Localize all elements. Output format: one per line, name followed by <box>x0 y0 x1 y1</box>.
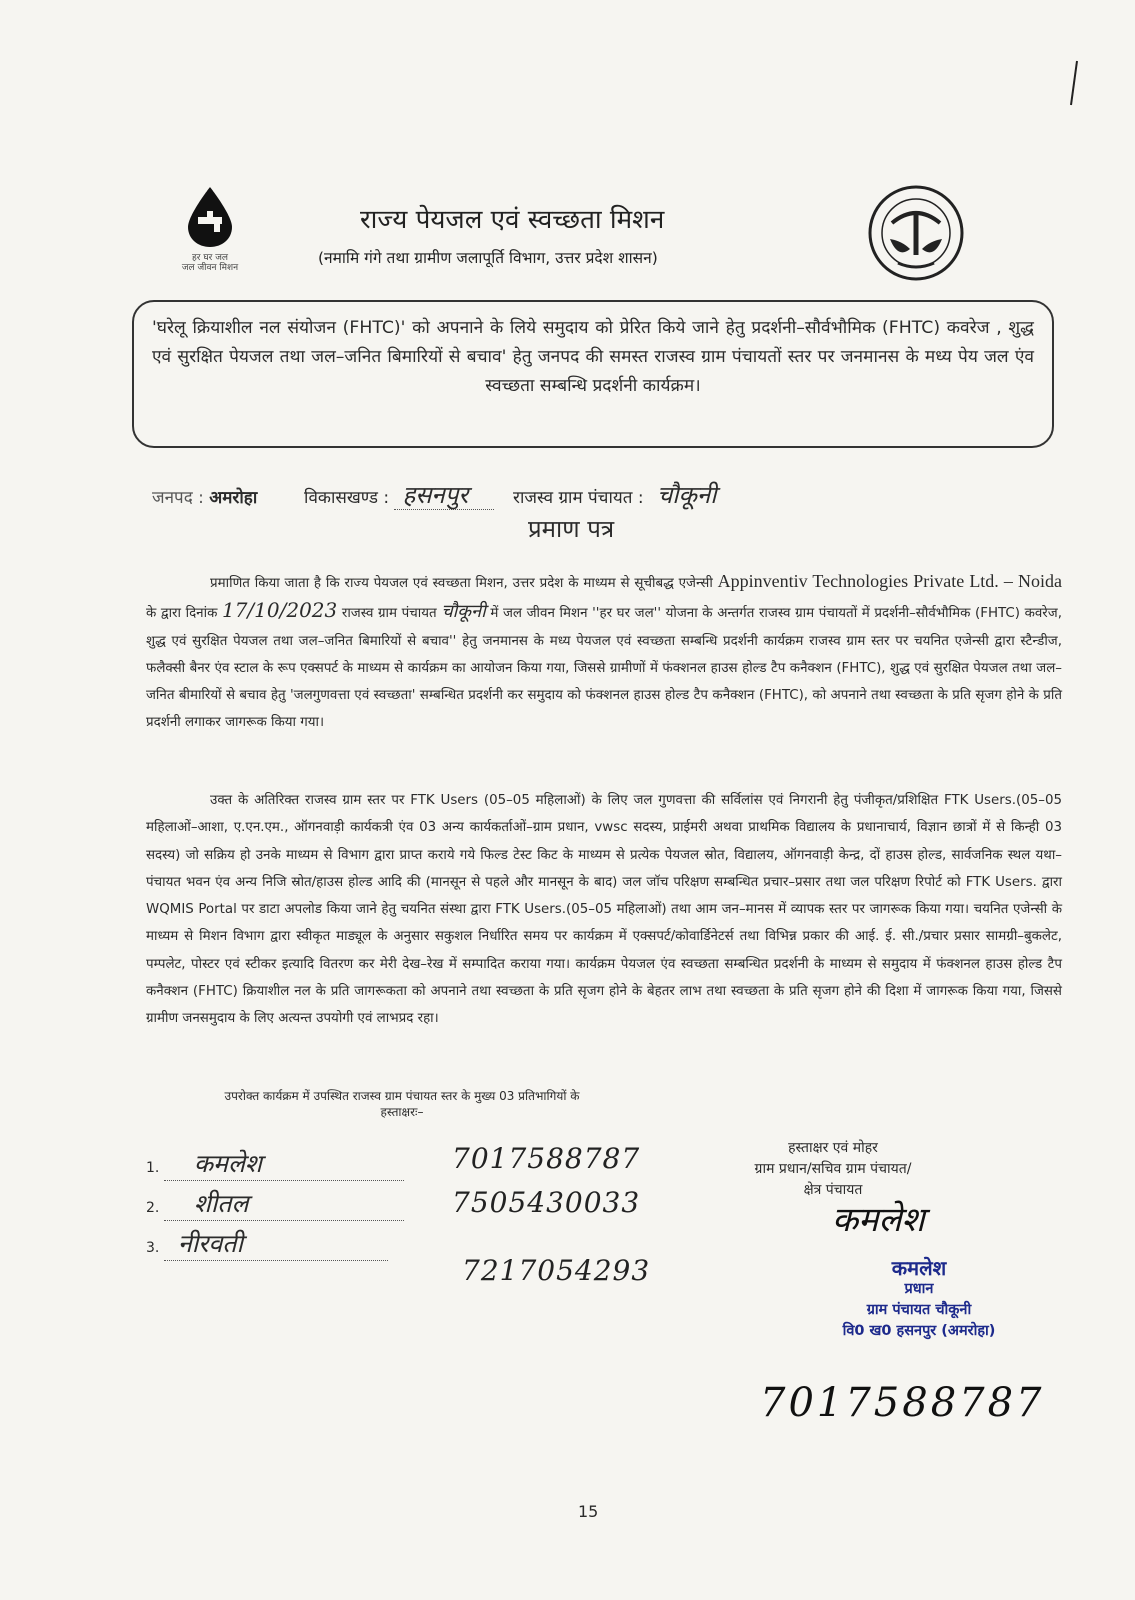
stamp-post: प्रधान <box>904 1281 934 1297</box>
participant-phone: 7505430033 <box>452 1186 641 1219</box>
har-ghar-jal-logo <box>160 185 260 273</box>
participant-signature: कमलेश <box>164 1146 404 1181</box>
participant-signature-row <box>146 1186 404 1221</box>
participant-phone: 7217054293 <box>462 1254 651 1287</box>
authority-line1: हस्ताक्षर एवं मोहर <box>788 1140 878 1156</box>
signatures-caption-line2: हस्ताक्षरः– <box>380 1105 424 1119</box>
authority-line3: क्षेत्र पंचायत <box>803 1182 863 1198</box>
para1-part-c: राजस्व ग्राम पंचायत <box>337 606 442 622</box>
stamp-block: वि0 ख0 हसनपुर (अमरोहा) <box>842 1323 996 1339</box>
panchayat-label: राजस्व ग्राम पंचायत : <box>513 488 644 508</box>
signatures-caption-line1: उपरोक्त कार्यक्रम में उपस्थित राजस्व ग्राम पंचायत स्तर के मुख्य 03 प्रतिभागियों के <box>224 1089 580 1103</box>
authority-caption <box>718 1138 948 1201</box>
participant-signature: नीरवती <box>164 1226 388 1261</box>
agency-name: Appinventiv Technologies Private Ltd. – Noida <box>717 571 1062 591</box>
participant-signature-row <box>146 1226 388 1261</box>
official-stamp <box>784 1258 1054 1342</box>
certificate-title: प्रमाण पत्र <box>528 515 615 543</box>
authority-line2: ग्राम प्रधान/सचिव ग्राम पंचायत/ <box>754 1161 912 1177</box>
program-village: चौकूनी <box>441 601 486 623</box>
stamp-village: ग्राम पंचायत चौकूनी <box>866 1302 972 1318</box>
district-label: जनपद : <box>152 488 204 508</box>
signatures-caption <box>152 1088 652 1120</box>
header-subtitle: (नमामि गंगे तथा ग्रामीण जलापूर्ति विभाग, उत्तर प्रदेश शासन) <box>318 249 658 267</box>
water-drop-tap-icon <box>180 185 240 249</box>
paragraph-1 <box>146 568 1062 737</box>
logo-caption: हर घर जल जल जीवन मिशन <box>181 253 239 273</box>
participant-signature: शीतल <box>164 1186 404 1221</box>
program-date: 17/10/2023 <box>221 598 338 623</box>
up-government-emblem-icon <box>862 183 970 283</box>
page-number: 15 <box>578 1502 599 1521</box>
location-line <box>152 478 716 511</box>
pen-mark-stroke <box>1070 60 1078 106</box>
participant-number: 1. <box>146 1160 160 1176</box>
participant-signature-row <box>146 1146 404 1181</box>
pradhan-signature: कमलेश <box>832 1200 925 1240</box>
participant-number: 2. <box>146 1200 160 1216</box>
program-description: 'घरेलू क्रियाशील नल संयोजन (FHTC)' को अपनाने के लिये समुदाय को प्रेरित किये जाने हेतु प्रदर्शनी–सौर्वभौमिक (FHTC) कवरेज , शुद्ध एवं सुरक्षित पेयजल तथा जल–जनित बिमारियों से बचाव' हेतु जनपद की समस्त राजस्व ग्राम पंचायतों स्तर पर जनमानस के मध्य पेय जल एंव स्वच्छता सम्बन्धि प्रदर्शनी कार्यक्रम। <box>152 318 1034 396</box>
paragraph-2: उक्त के अतिरिक्त राजस्व ग्राम स्तर पर FTK Users (05–05 महिलाओं) के लिए जल गुणवत्ता की सर्विलांस एवं निगरानी हेतु पंजीकृत/प्रशिक्षित FTK Users.(05–05 महिलाओं–आशा, ए.एन.एम., ऑगनवाड़ी कार्यकत्री एंव 03 अन्य कार्यकर्ताओं–ग्राम प्रधान, vwsc सदस्य, प्राईमरी अथवा प्राथमिक विद्यालय के प्रधानाचार्य, विज्ञान छात्रों में से किन्ही 03 सदस्य) जो सक्रिय हो उनके माध्यम से विभाग द्वारा प्राप्त कराये गये फिल्ड टेस्ट किट के माध्यम से प्रत्येक पेयजल स्रोत, विद्यालय, ऑगनवाड़ी केन्द्र, दों हाउस होल्ड, सार्वजनिक स्थल यथा–पंचायत भवन एंव अन्य निजि स्रोत/हाउस होल्ड आदि की (मानसून से पहले और मानसून के बाद) जल जॉच परिक्षण सम्बन्धित प्रचार–प्रसार तथा जल परिक्षण रिपोर्ट को FTK Users. द्वारा WQMIS Portal पर डाटा अपलोड किया जाने हेतु चयनित संस्था द्वारा FTK Users.(05–05 महिलाओं) तथा आम जन–मानस में व्यापक स्तर पर जागरूक किया गया। चयनित एजेन्सी के माध्यम से मिशन विभाग द्वारा स्वीकृत माड्यूल के अनुसार सकुशल निर्धारित समय पर कार्यक्रम में एक्सपर्ट/कोवार्डिनेटर्स तथा विभिन्न प्रकार की आई. ई. सी./प्रचार प्रसार सामग्री–बुकलेट, पम्पलेट, पोस्टर एवं स्टीकर इत्यादि वितरण कर मेरी देख–रेख में सम्पादित कराया गया। कार्यक्रम पेयजल एंव स्वच्छता सम्बन्धित प्रदर्शनी के माध्यम से समुदाय में फंक्शनल हाउस होल्ड टैप कनैक्शन (FHTC) क्रियाशील नल के प्रति जागरूकता को अपनाने तथा स्वच्छता के प्रति सृजग होने के बेहतर लाभ तथा स्वच्छता के प्रति सृजग होने की दिशा में जागरूक किया गया, जिससे ग्रामीण जनसमुदाय के लिए अत्यन्त उपयोगी एवं लाभप्रद रहा। <box>146 793 1062 1027</box>
para1-part-d: में जल जीवन मिशन ''हर घर जल'' योजना के अन्तर्गत राजस्व ग्राम पंचायतों में प्रदर्शनी–सौर्वभौमिक (FHTC) कवरेज, शुद्ध एवं सुरक्षित पेयजल तथा जल–जनित बिमारियों से बचाव'' हेतु जनमानस के मध्य पेयजल एवं स्वच्छता सम्बन्धि प्रदर्शनी कार्यक्रम राजस्व ग्राम स्तर पर चयनित एजेन्सी द्वारा स्टैन्डीज, फलैक्सी बैनर एंव स्टाल के रूप एक्सपर्ट के माध्यम से कार्यक्रम का आयोजन किया गया, जिससे ग्रामीणों में फंक्शनल हाउस होल्ड टैप कनैक्शन (FHTC), शुद्ध एवं सुरक्षित पेयजल तथा जल–जनित बीमारियों से बचाव हेतु 'जलगुणवत्ता एवं स्वच्छता' सम्बन्धित प्रदर्शनी कर समुदाय को फंक्शनल हाउस होल्ड टैप कनैक्शन (FHTC), को अपनाने तथा स्वच्छता के प्रति सृजग होने के प्रति प्रदर्शनी लगाकर जागरूक किया गया। <box>146 606 1062 731</box>
stamp-name: कमलेश <box>891 1256 947 1280</box>
block-label: विकासखण्ड : <box>304 488 390 508</box>
para1-part-b: के द्वारा दिनांक <box>146 606 222 622</box>
participant-number: 3. <box>146 1240 160 1256</box>
block-value: हसनपुर <box>394 481 494 510</box>
handwritten-phone: 7017588787 <box>760 1380 1045 1426</box>
participant-phone: 7017588787 <box>452 1142 641 1175</box>
header-title: राज्य पेयजल एवं स्वच्छता मिशन <box>360 205 665 235</box>
district-value: अमरोहा <box>209 488 258 508</box>
panchayat-value: चौकूनी <box>656 481 717 509</box>
program-description-box <box>132 300 1054 448</box>
para1-part-a: प्रमाणित किया जाता है कि राज्य पेयजल एवं स्वच्छता मिशन, उत्तर प्रदेश के माध्यम से सूचीबद्ध एजेन्सी <box>210 576 718 591</box>
